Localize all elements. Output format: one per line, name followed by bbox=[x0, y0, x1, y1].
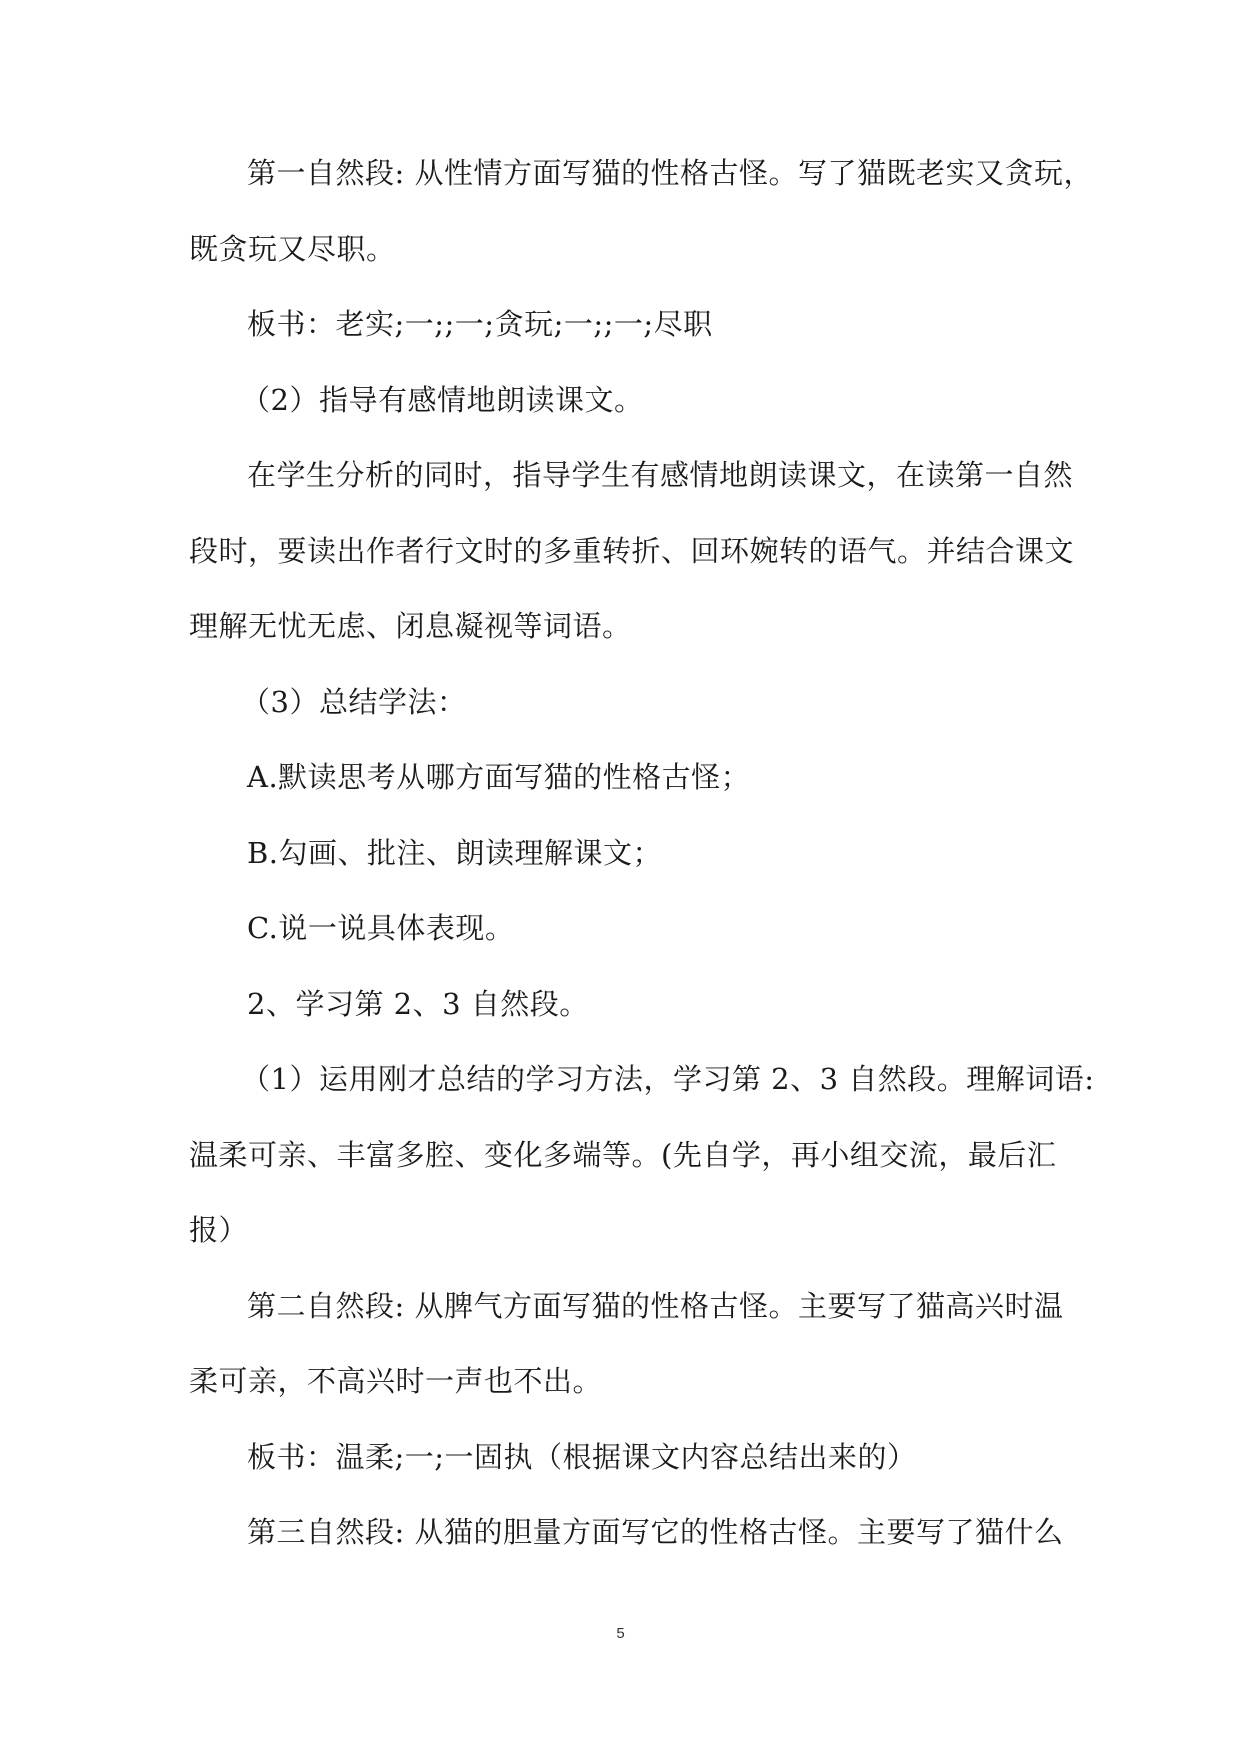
page-number: 5 bbox=[616, 1625, 625, 1642]
paragraph-line: 段时，要读出作者行文时的多重转折、回环婉转的语气。并结合课文 bbox=[189, 533, 1075, 568]
paragraph-line: 第二自然段: 从脾气方面写猫的性格古怪。主要写了猫高兴时温 bbox=[247, 1288, 1064, 1323]
paragraph-line: 板书：温柔;一;一固执（根据课文内容总结出来的） bbox=[247, 1439, 917, 1474]
page-content bbox=[189, 136, 1095, 1571]
paragraph-line: （2）指导有感情地朗读课文。 bbox=[241, 382, 644, 417]
paragraph-line: （3）总结学法： bbox=[241, 684, 467, 719]
paragraph-line: C.说一说具体表现。 bbox=[247, 911, 515, 945]
paragraph-line: 2、学习第 2、3 自然段。 bbox=[247, 986, 589, 1021]
paragraph-line: 柔可亲，不高兴时一声也不出。 bbox=[189, 1364, 603, 1398]
paragraph-line: 第三自然段: 从猫的胆量方面写它的性格古怪。主要写了猫什么 bbox=[247, 1515, 1064, 1549]
paragraph-line: （1）运用刚才总结的学习方法，学习第 2、3 自然段。理解词语: bbox=[241, 1062, 1095, 1096]
paragraph-line: 温柔可亲、丰富多腔、变化多端等。(先自学，再小组交流，最后汇 bbox=[189, 1137, 1057, 1172]
paragraph-line: 既贪玩又尽职。 bbox=[189, 231, 396, 266]
paragraph-line: 报） bbox=[189, 1213, 249, 1247]
paragraph-line: 板书：老实;一;;一;贪玩;一;;一;尽职 bbox=[247, 307, 713, 341]
paragraph-line: 在学生分析的同时，指导学生有感情地朗读课文，在读第一自然 bbox=[247, 458, 1074, 492]
paragraph-line: B.勾画、批注、朗读理解课文； bbox=[247, 835, 663, 870]
paragraph-line: 理解无忧无虑、闭息凝视等词语。 bbox=[189, 609, 632, 643]
paragraph-line: 第一自然段: 从性情方面写猫的性格古怪。写了猫既老实又贪玩， bbox=[247, 156, 1093, 190]
paragraph-line: A.默读思考从哪方面写猫的性格古怪； bbox=[247, 760, 751, 794]
